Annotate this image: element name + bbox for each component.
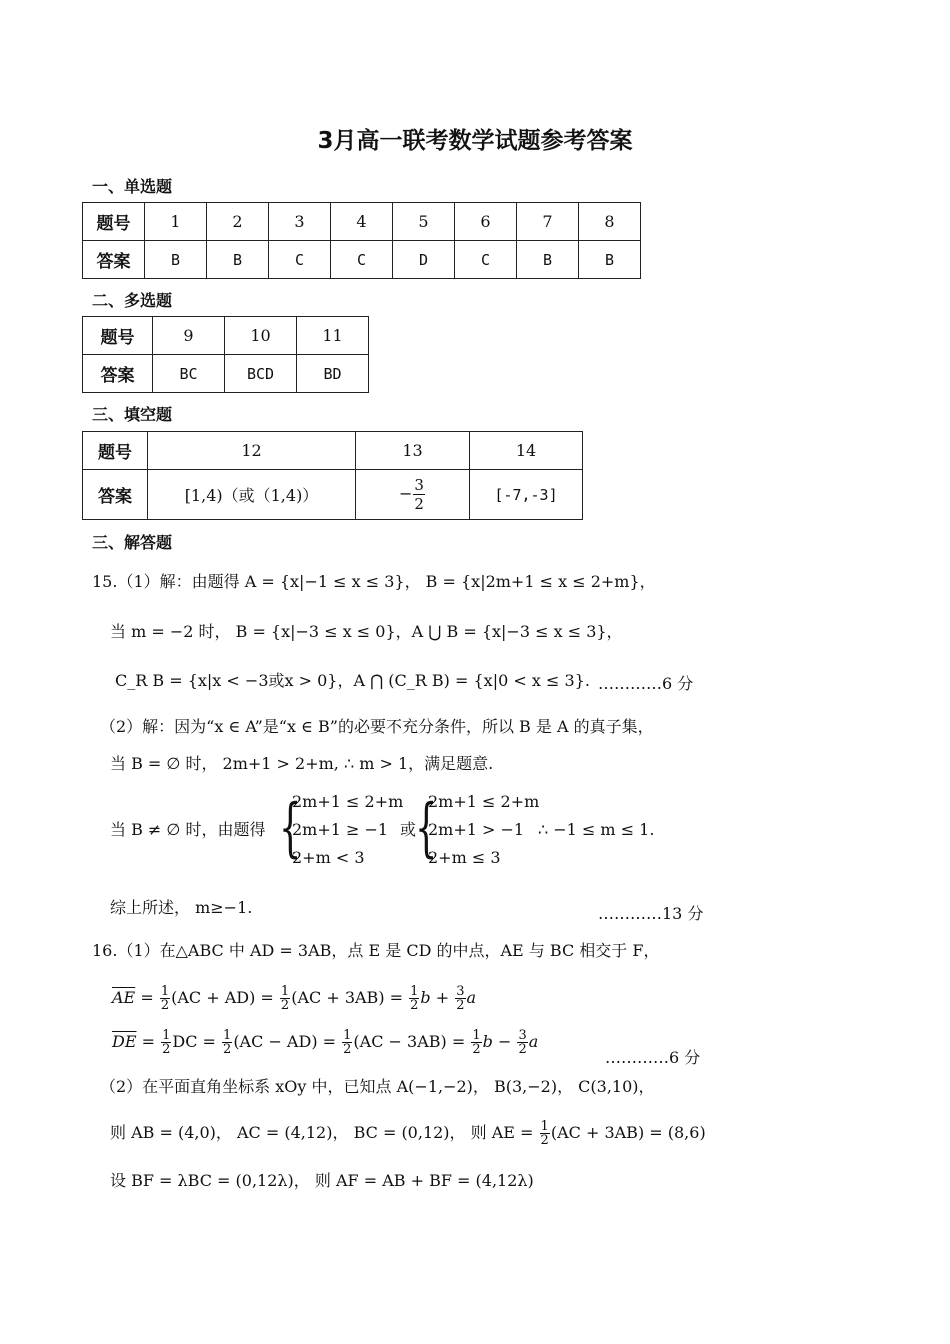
q15-line-6-prefix: 当 B ≠ ∅ 时，由题得 xyxy=(110,820,266,839)
inequality: 2+m ≤ 3 xyxy=(428,848,501,867)
cell: 5 xyxy=(393,203,455,241)
cell xyxy=(225,355,297,393)
q16-de-equation: $\overline{DE}$ = $\frac{1}{2}$ DC = $\frac{1}{2}$ (AC − AD) = $\frac{1}{2}$ (AC − 3AB) = $\frac{1}{2}$ b − $\frac{3}{2}$ a xyxy=(112,1028,539,1057)
header-cell: 答案 xyxy=(83,470,148,520)
expr: b + xyxy=(420,988,450,1007)
numerator: 1 xyxy=(223,1028,232,1043)
cell xyxy=(579,241,641,279)
page-title: 3月高一联考数学试题参考答案 xyxy=(317,128,633,154)
fraction xyxy=(409,985,419,1012)
fill-blank-table xyxy=(82,431,583,520)
expr: (AC − AD) = xyxy=(233,1032,337,1051)
cell: [1,4)（或（1,4)） xyxy=(148,470,356,520)
expr: a xyxy=(528,1032,539,1051)
cell: 8 xyxy=(579,203,641,241)
fraction xyxy=(161,1029,171,1056)
denominator: 2 xyxy=(410,998,419,1013)
cell: 11 xyxy=(297,317,369,355)
table-row xyxy=(83,432,583,470)
q16-line-4: 设 BF = λBC = (0,12λ)， 则 AF = AB + BF = (4,12λ) xyxy=(110,1171,534,1190)
header-cell: 题号 xyxy=(83,432,148,470)
section-heading-multi: 二、多选题 xyxy=(92,291,173,310)
numerator: 1 xyxy=(540,1119,549,1134)
numerator: 3 xyxy=(414,476,424,494)
denominator: 2 xyxy=(456,998,465,1013)
system-1 xyxy=(292,788,403,872)
table-row xyxy=(83,203,641,241)
answer: BD xyxy=(323,365,342,383)
expr: b − xyxy=(482,1032,512,1051)
denominator: 2 xyxy=(223,1042,232,1057)
header-cell: 答案 xyxy=(83,241,145,279)
cell: 1 xyxy=(145,203,207,241)
score-mark: …………6 分 xyxy=(605,1048,701,1067)
cell xyxy=(455,241,517,279)
answer: BCD xyxy=(246,365,275,383)
denominator: 2 xyxy=(162,1042,171,1057)
inequality: 2m+1 ≤ 2+m xyxy=(292,792,404,811)
expr: (AC + 3AB) = xyxy=(291,988,404,1007)
answer: B xyxy=(232,251,243,269)
cell xyxy=(207,241,269,279)
q16-ae-equation: $\overline{AE}$ = $\frac{1}{2}$ (AC + AD) = $\frac{1}{2}$ (AC + 3AB) = $\frac{1}{2}$ b + $\frac{3}{2}$ a xyxy=(112,984,477,1013)
numerator: 1 xyxy=(472,1028,481,1043)
table-row xyxy=(83,241,641,279)
numerator: 3 xyxy=(518,1028,527,1043)
cell xyxy=(393,241,455,279)
answer: C xyxy=(356,251,367,269)
answer: C xyxy=(480,251,491,269)
numerator: 1 xyxy=(160,984,170,999)
section-heading-single: 一、单选题 xyxy=(92,177,173,196)
expr: a xyxy=(466,988,477,1007)
vector: $\overline{DE}$ xyxy=(112,1032,137,1051)
fraction xyxy=(517,1029,527,1056)
cell xyxy=(153,355,225,393)
numerator: 3 xyxy=(456,984,465,999)
cell: 14 xyxy=(470,432,583,470)
numerator: 1 xyxy=(410,984,419,999)
denominator: 2 xyxy=(160,998,170,1013)
expr: (AC + 3AB) = (8,6) xyxy=(550,1123,706,1142)
q16-line-2: （2）在平面直角坐标系 xOy 中，已知点 A(−1,−2)， B(3,−2)， C(3,10)， xyxy=(100,1077,655,1096)
q15-line-5: 当 B = ∅ 时， 2m+1 > 2+m, ∴ m > 1，满足题意. xyxy=(110,754,494,773)
cell: 10 xyxy=(225,317,297,355)
header-cell: 题号 xyxy=(83,203,145,241)
q15-line-1: 15.（1）解：由题得 A = {x|−1 ≤ x ≤ 3}， B = {x|2m+1 ≤ x ≤ 2+m}， xyxy=(92,572,656,591)
answer: D xyxy=(418,251,429,269)
system-2 xyxy=(428,788,539,872)
answer: BC xyxy=(179,365,198,383)
section-heading-fill: 三、填空题 xyxy=(92,405,173,424)
answer: C xyxy=(294,251,305,269)
fraction xyxy=(280,985,290,1012)
cell: 2 xyxy=(207,203,269,241)
cell xyxy=(470,470,583,520)
expr: (AC + AD) = xyxy=(171,988,274,1007)
table-row xyxy=(83,470,583,520)
denominator: 2 xyxy=(540,1133,549,1148)
q15-line-2: 当 m = −2 时， B = {x|−3 ≤ x ≤ 0}，A ⋃ B = {x|−3 ≤ x ≤ 3}， xyxy=(110,622,623,641)
answer: B xyxy=(542,251,553,269)
numerator: 1 xyxy=(280,984,290,999)
cell: 7 xyxy=(517,203,579,241)
single-choice-table xyxy=(82,202,641,279)
answer: B xyxy=(604,251,615,269)
cell: 6 xyxy=(455,203,517,241)
numerator: 1 xyxy=(162,1028,171,1043)
q15-line-4: （2）解：因为“x ∈ A”是“x ∈ B”的必要不充分条件，所以 B 是 A 的真子集， xyxy=(100,717,654,736)
fraction xyxy=(540,1120,550,1147)
denominator: 2 xyxy=(472,1042,481,1057)
or-word: 或 xyxy=(400,820,417,839)
header-cell: 题号 xyxy=(83,317,153,355)
score-mark: …………13 分 xyxy=(598,904,704,923)
cell xyxy=(297,355,369,393)
cell xyxy=(145,241,207,279)
denominator: 2 xyxy=(280,998,290,1013)
cell: 13 xyxy=(356,432,470,470)
table-row xyxy=(83,317,369,355)
header-cell: 答案 xyxy=(83,355,153,393)
fraction xyxy=(455,985,465,1012)
inequality: 2m+1 ≤ 2+m xyxy=(428,792,540,811)
q16-line-1: 16.（1）在△ABC 中 AD = 3AB，点 E 是 CD 的中点，AE 与 BC 相交于 F， xyxy=(92,941,660,960)
denominator: 2 xyxy=(518,1042,527,1057)
q16-line-3 xyxy=(110,1118,706,1148)
q15-line-3: C_R B = {x|x < −3或x > 0}，A ⋂ (C_R B) = {x|0 < x ≤ 3}. xyxy=(115,671,590,690)
fraction xyxy=(160,985,170,1012)
answer: B xyxy=(170,251,181,269)
expr: DC = xyxy=(172,1032,216,1051)
denominator: 2 xyxy=(414,495,424,513)
section-heading-solve: 三、解答题 xyxy=(92,533,173,552)
q15-line-7: 综上所述， m≥−1. xyxy=(110,898,253,917)
cell xyxy=(331,241,393,279)
inequality: 2m+1 ≥ −1 xyxy=(292,820,389,839)
left-brace-2: { xyxy=(415,791,438,865)
expr: (AC − 3AB) = xyxy=(353,1032,466,1051)
cell: 12 xyxy=(148,432,356,470)
expr: 则 AB = (4,0)， AC = (4,12)， BC = (0,12)， 则 AE = xyxy=(110,1123,534,1142)
inequality: 2m+1 > −1 xyxy=(428,820,525,839)
numerator: 1 xyxy=(343,1028,352,1043)
multi-choice-table xyxy=(82,316,369,393)
q15-line-6-suffix: ∴ −1 ≤ m ≤ 1. xyxy=(538,820,655,839)
fraction xyxy=(413,476,425,513)
cell: 4 xyxy=(331,203,393,241)
cell xyxy=(269,241,331,279)
left-brace-1: { xyxy=(279,791,302,865)
score-mark: …………6 分 xyxy=(598,674,694,693)
table-row xyxy=(83,355,369,393)
cell: 3 xyxy=(269,203,331,241)
denominator: 2 xyxy=(343,1042,352,1057)
fraction xyxy=(471,1029,481,1056)
fraction xyxy=(342,1029,352,1056)
vector: $\overline{AE}$ xyxy=(112,988,136,1007)
answer: [-7,-3] xyxy=(494,486,558,504)
minus-sign: − xyxy=(399,484,413,503)
cell xyxy=(356,470,470,520)
cell xyxy=(517,241,579,279)
inequality: 2+m < 3 xyxy=(292,848,365,867)
cell: 9 xyxy=(153,317,225,355)
fraction xyxy=(222,1029,232,1056)
